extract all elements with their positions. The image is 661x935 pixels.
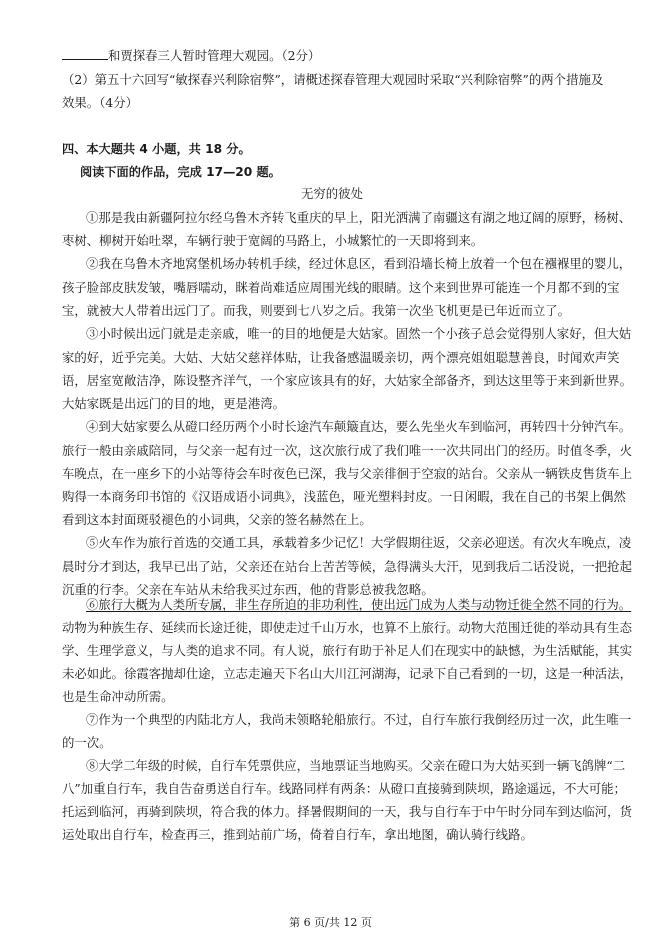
page-footer: 第 6 页/共 12 页 (289, 916, 372, 929)
essay-line: 晨时分才到达，我早已出了站，父亲还在站台上苦苦等候，急得满头大汗，见到我后二话没说，一把抢起 (62, 559, 632, 574)
answer-blank (62, 47, 108, 60)
essay-line: 枣树、柳树开始吐翠，车辆行驶于宽阔的马路上，小城繁忙的一天即将到来。 (62, 233, 484, 248)
essay-line: 沉重的行李。父亲在车站从未给我买过东西，他的背影总被我忽略。 (62, 582, 434, 597)
essay-line: ⑥旅行大概为人类所专属，非生存所迫的非功利性，使出远门成为人类与动物迁徙全然不同的行为。 (86, 597, 632, 612)
essay-line: 车晚点，在一座乡下的小站等待会车时夜色已深，我与父亲徘徊于空寂的站台。父亲从一辆铁皮售货车上 (62, 466, 632, 481)
essay-line: 孩子脸部皮肤发皱，嘴唇嚅动，眯着尚难适应周围光线的眼睛。这个来到世界可能连一个月都不到的宝 (62, 280, 620, 295)
essay-line: 学、生理学意义，与人类的追求不同。有人说，旅行有助于补足人们在现实中的缺憾，为生活赋能，其实 (62, 643, 632, 658)
essay-line: ③小时候出远门就是走亲戚，唯一的目的地便是大姑家。固然一个小孩子总会觉得别人家好，但大姑 (86, 326, 632, 341)
essay-line: ⑦作为一个典型的内陆北方人，我尚未领略轮船旅行。不过，自行车旅行我倒经历过一次，此生唯一 (86, 712, 632, 727)
question-2-line-1: （2）第五十六回写“敏探春兴利除宿弊”，请概述探春管理大观园时采取“兴利除宿弊”的两个措施及 (62, 72, 604, 87)
essay-line: ②我在乌鲁木齐地窝堡机场办转机手续，经过休息区，看到沿墙长椅上放着一个包在襁褓里的婴儿， (86, 256, 632, 271)
essay-line: 家的好，近乎完美。大姑、大姑父慈祥体贴，让我备感温暖亲切，两个漂亮姐姐聪慧善良，时闻欢声笑 (62, 350, 620, 365)
section-heading: 四、本大题共 4 小题，共 18 分。 (62, 142, 251, 156)
essay-line: 购得一本商务印书馆的《汉语成语小词典》，浅蓝色，哑光塑料封皮。一日闲暇，我在自己的书架上偶然 (62, 489, 626, 504)
essay-line: 旅行一般由亲戚陪同，与父亲一起有过一次，这次旅行成了我们唯一一次共同出门的经历。时值冬季，火 (62, 443, 632, 458)
essay-line: 运处取出自行车，检查再三，推到站前广场，倚着自行车，拿出地图，确认骑行线路。 (62, 827, 533, 842)
essay-line: ④到大姑家要么从磴口经历两个小时长途汽车颠簸直达，要么先坐火车到临河，再转四十分钟汽车。 (86, 419, 632, 434)
reading-instruction: 阅读下面的作品，完成 17—20 题。 (80, 165, 281, 179)
essay-line: 宝，就被大人带着出远门了。而我，则要到七八岁之后。我第一次坐飞机更是已年近而立了。 (62, 303, 571, 318)
essay-line: 也是生命冲动所需。 (62, 689, 174, 704)
essay-line: 动物为种族生存、延续而长途迁徙，即使走过千山万水，也算不上旅行。动物大范围迁徙的举动具有生态 (62, 620, 632, 635)
essay-line: 未必如此。徐霞客抛却仕途，立志走遍天下名山大川江河湖海，记录下自己看到的一切，这是一种活法， (62, 666, 632, 681)
essay-title: 无穷的彼处 (301, 186, 363, 201)
essay-line: 的一次。 (62, 735, 112, 750)
essay-line: 八”加重自行车，我自告奋勇送自行车。线路同样有两条：从磴口直接骑到陕坝，路途遥远，不大可能； (62, 781, 626, 796)
essay-line: 语，居室宽敞洁净，陈设整齐洋气，一个家应该具有的好，大姑家全部备齐，到达这里等于来到新世界。 (62, 373, 632, 388)
question-2-line-2: 效果。（4分） (62, 95, 139, 110)
question-tail-line (62, 47, 602, 64)
essay-line: ⑤火车作为旅行首选的交通工具，承载着多少记忆！大学假期往返，父亲必迎送。有次火车晚点，凌 (86, 535, 632, 550)
essay-line: 看到这本封面斑驳褪色的小词典，父亲的签名赫然在上。 (62, 512, 372, 527)
essay-line: 大姑家既是出远门的目的地，更是港湾。 (62, 396, 286, 411)
essay-line: 托运到临河，再骑到陕坝，符合我的体力。择暑假期间的一天，我与自行车于中午时分同车到达临河，货 (62, 804, 632, 819)
question-tail-text: 和贾探春三人暂时管理大观园。（2分） (108, 48, 321, 63)
essay-line: ⑧大学二年级的时候，自行车凭票供应，当地票证当地购买。父亲在磴口为大姑买到一辆飞鸽牌“二 (86, 758, 626, 773)
essay-line: ①那是我由新疆阿拉尔经乌鲁木齐转飞重庆的早上，阳光洒满了南疆这有湖之地辽阔的原野，杨树、 (86, 210, 632, 225)
